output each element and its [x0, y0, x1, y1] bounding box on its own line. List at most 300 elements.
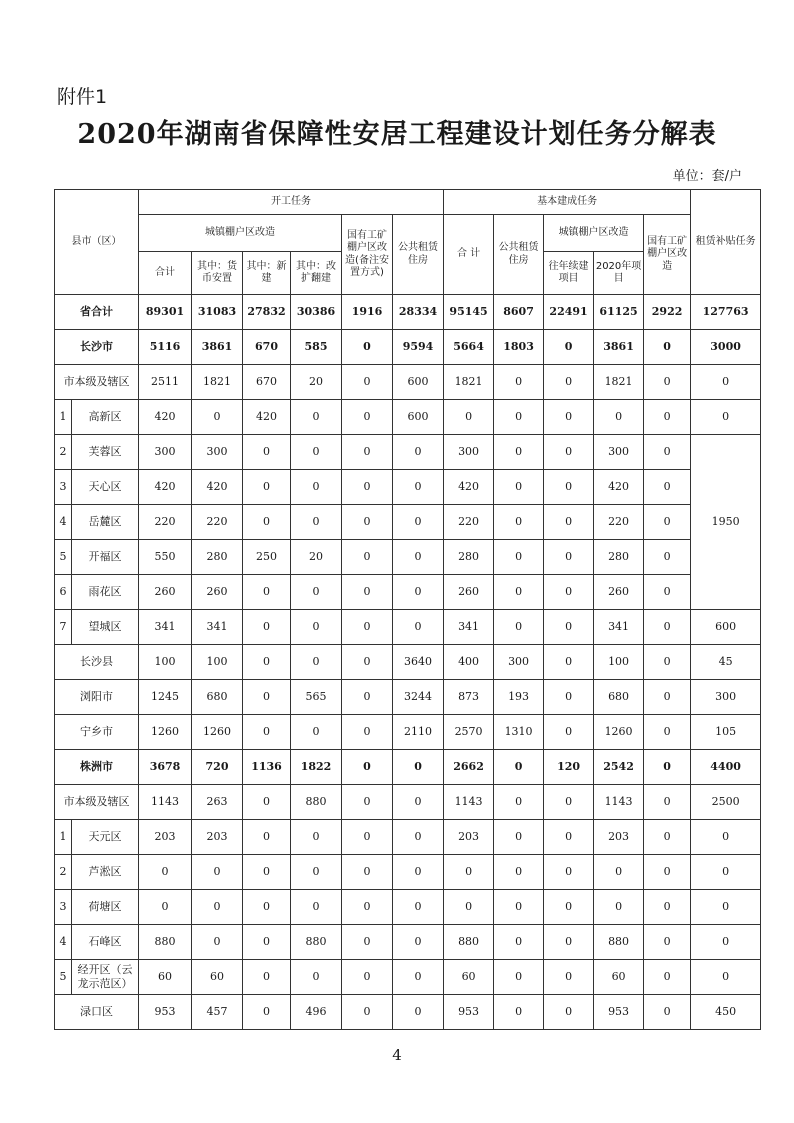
cell-value: 0 — [494, 925, 544, 960]
cell-value: 1821 — [594, 365, 644, 400]
cell-value: 260 — [192, 575, 243, 610]
row-name: 岳麓区 — [72, 505, 139, 540]
row-name: 望城区 — [72, 610, 139, 645]
cell-value: 0 — [444, 400, 494, 435]
row-name: 省合计 — [55, 295, 139, 330]
cell-value: 0 — [243, 435, 291, 470]
cell-value: 0 — [393, 785, 444, 820]
cell-value: 0 — [342, 715, 393, 750]
cell-value: 60 — [444, 960, 494, 995]
cell-value: 0 — [342, 435, 393, 470]
table-row — [55, 715, 761, 750]
cell-value: 420 — [444, 470, 494, 505]
row-name: 天元区 — [72, 820, 139, 855]
cell-value: 0 — [139, 855, 192, 890]
cell-value: 0 — [644, 820, 691, 855]
cell-value: 20 — [291, 365, 342, 400]
cell-value: 0 — [243, 470, 291, 505]
cell-value: 0 — [342, 610, 393, 645]
cell-value: 550 — [139, 540, 192, 575]
cell-value: 0 — [494, 995, 544, 1030]
header-mining-shanty: 国有工矿棚户区改造(备注安置方式) — [342, 215, 393, 295]
cell-value: 420 — [243, 400, 291, 435]
cell-value: 2542 — [594, 750, 644, 785]
cell-value: 600 — [691, 610, 761, 645]
row-name: 芦淞区 — [72, 855, 139, 890]
cell-value: 880 — [139, 925, 192, 960]
cell-value: 0 — [644, 680, 691, 715]
cell-value: 0 — [544, 470, 594, 505]
table-row — [55, 960, 761, 995]
row-name: 市本级及辖区 — [55, 365, 139, 400]
table-row — [55, 750, 761, 785]
cell-value: 0 — [342, 505, 393, 540]
cell-value: 0 — [544, 820, 594, 855]
cell-value: 0 — [393, 470, 444, 505]
cell-value: 0 — [594, 855, 644, 890]
cell-value: 0 — [342, 855, 393, 890]
cell-value: 0 — [342, 330, 393, 365]
cell-value: 0 — [644, 540, 691, 575]
cell-value: 0 — [544, 785, 594, 820]
cell-value: 260 — [444, 575, 494, 610]
cell-value: 0 — [192, 925, 243, 960]
cell-value: 203 — [139, 820, 192, 855]
table-row — [55, 505, 761, 540]
cell-value: 3244 — [393, 680, 444, 715]
cell-value: 127763 — [691, 295, 761, 330]
cell-value: 0 — [691, 365, 761, 400]
cell-value: 880 — [291, 785, 342, 820]
row-name: 宁乡市 — [55, 715, 139, 750]
row-index: 5 — [55, 540, 72, 575]
table-row — [55, 330, 761, 365]
cell-value: 22491 — [544, 295, 594, 330]
header-kaigong: 开工任务 — [139, 190, 444, 215]
cell-value: 100 — [139, 645, 192, 680]
cell-value: 260 — [139, 575, 192, 610]
row-index: 4 — [55, 925, 72, 960]
cell-value: 0 — [393, 540, 444, 575]
cell-value: 0 — [243, 925, 291, 960]
cell-value: 0 — [393, 890, 444, 925]
cell-value: 0 — [644, 785, 691, 820]
row-name: 开福区 — [72, 540, 139, 575]
attachment-label: 附件1 — [57, 86, 108, 108]
cell-value: 2570 — [444, 715, 494, 750]
cell-value: 0 — [644, 400, 691, 435]
cell-value: 0 — [393, 960, 444, 995]
cell-value: 0 — [393, 505, 444, 540]
cell-value: 2662 — [444, 750, 494, 785]
task-table — [54, 189, 761, 1030]
cell-value: 1310 — [494, 715, 544, 750]
table-row — [55, 820, 761, 855]
cell-value: 341 — [139, 610, 192, 645]
cell-value: 0 — [644, 960, 691, 995]
cell-value: 0 — [243, 820, 291, 855]
cell-value: 1143 — [444, 785, 494, 820]
cell-value: 0 — [544, 330, 594, 365]
cell-value: 260 — [594, 575, 644, 610]
header-public-rental-2: 公共租赁住房 — [494, 215, 544, 295]
cell-value: 105 — [691, 715, 761, 750]
cell-value: 0 — [494, 505, 544, 540]
cell-value: 0 — [342, 890, 393, 925]
cell-value: 3640 — [393, 645, 444, 680]
table-row — [55, 995, 761, 1030]
cell-value: 0 — [594, 890, 644, 925]
cell-value: 0 — [644, 575, 691, 610]
cell-value: 220 — [594, 505, 644, 540]
cell-value: 0 — [494, 575, 544, 610]
merged-rental-subsidy: 1950 — [691, 435, 761, 610]
cell-value: 0 — [342, 820, 393, 855]
cell-value: 0 — [644, 610, 691, 645]
table-row — [55, 785, 761, 820]
cell-value: 0 — [644, 470, 691, 505]
cell-value: 8607 — [494, 295, 544, 330]
cell-value: 0 — [494, 785, 544, 820]
cell-value: 89301 — [139, 295, 192, 330]
cell-value: 100 — [192, 645, 243, 680]
cell-value: 280 — [192, 540, 243, 575]
cell-value: 220 — [192, 505, 243, 540]
cell-value: 0 — [544, 855, 594, 890]
cell-value: 420 — [139, 400, 192, 435]
row-index: 4 — [55, 505, 72, 540]
row-index: 3 — [55, 470, 72, 505]
cell-value: 0 — [291, 400, 342, 435]
cell-value: 0 — [342, 925, 393, 960]
cell-value: 341 — [594, 610, 644, 645]
cell-value: 880 — [444, 925, 494, 960]
header-total: 合计 — [139, 252, 192, 295]
cell-value: 0 — [291, 610, 342, 645]
cell-value: 0 — [243, 785, 291, 820]
cell-value: 457 — [192, 995, 243, 1030]
cell-value: 0 — [192, 890, 243, 925]
cell-value: 0 — [691, 890, 761, 925]
cell-value: 0 — [243, 960, 291, 995]
table-row — [55, 365, 761, 400]
cell-value: 300 — [594, 435, 644, 470]
cell-value: 953 — [139, 995, 192, 1030]
cell-value: 0 — [494, 610, 544, 645]
cell-value: 0 — [342, 750, 393, 785]
row-name: 渌口区 — [55, 995, 139, 1030]
cell-value: 3000 — [691, 330, 761, 365]
cell-value: 1245 — [139, 680, 192, 715]
cell-value: 0 — [691, 925, 761, 960]
cell-value: 0 — [691, 400, 761, 435]
cell-value: 263 — [192, 785, 243, 820]
cell-value: 1143 — [594, 785, 644, 820]
cell-value: 0 — [544, 435, 594, 470]
cell-value: 1143 — [139, 785, 192, 820]
header-urban-shanty-2: 城镇棚户区改造 — [544, 215, 644, 252]
cell-value: 0 — [393, 750, 444, 785]
cell-value: 0 — [644, 855, 691, 890]
row-name: 高新区 — [72, 400, 139, 435]
cell-value: 0 — [691, 855, 761, 890]
cell-value: 0 — [243, 995, 291, 1030]
cell-value: 953 — [444, 995, 494, 1030]
cell-value: 4400 — [691, 750, 761, 785]
cell-value: 953 — [594, 995, 644, 1030]
cell-value: 0 — [494, 855, 544, 890]
cell-value: 600 — [393, 400, 444, 435]
cell-value: 1136 — [243, 750, 291, 785]
cell-value: 0 — [494, 750, 544, 785]
cell-value: 31083 — [192, 295, 243, 330]
cell-value: 2922 — [644, 295, 691, 330]
cell-value: 880 — [291, 925, 342, 960]
cell-value: 3861 — [594, 330, 644, 365]
cell-value: 0 — [291, 890, 342, 925]
row-name: 天心区 — [72, 470, 139, 505]
table-row — [55, 575, 761, 610]
header-rental-subsidy: 租赁补贴任务 — [691, 190, 761, 295]
cell-value: 300 — [139, 435, 192, 470]
cell-value: 0 — [494, 470, 544, 505]
row-name: 市本级及辖区 — [55, 785, 139, 820]
cell-value: 28334 — [393, 295, 444, 330]
row-name: 长沙市 — [55, 330, 139, 365]
cell-value: 45 — [691, 645, 761, 680]
cell-value: 0 — [139, 890, 192, 925]
cell-value: 341 — [192, 610, 243, 645]
unit-label: 单位：套/户 — [672, 169, 742, 184]
row-index: 2 — [55, 855, 72, 890]
cell-value: 0 — [291, 575, 342, 610]
header-public-rental: 公共租赁住房 — [393, 215, 444, 295]
row-name: 芙蓉区 — [72, 435, 139, 470]
cell-value: 0 — [342, 575, 393, 610]
table-row — [55, 435, 761, 470]
cell-value: 60 — [594, 960, 644, 995]
cell-value: 496 — [291, 995, 342, 1030]
cell-value: 0 — [393, 610, 444, 645]
cell-value: 0 — [342, 680, 393, 715]
cell-value: 0 — [544, 715, 594, 750]
cell-value: 0 — [691, 960, 761, 995]
cell-value: 680 — [192, 680, 243, 715]
cell-value: 250 — [243, 540, 291, 575]
cell-value: 0 — [494, 960, 544, 995]
cell-value: 300 — [192, 435, 243, 470]
cell-value: 0 — [342, 470, 393, 505]
cell-value: 0 — [691, 820, 761, 855]
row-index: 7 — [55, 610, 72, 645]
cell-value: 420 — [139, 470, 192, 505]
cell-value: 0 — [243, 505, 291, 540]
header-rebuild: 其中：改扩翻建 — [291, 252, 342, 295]
cell-value: 0 — [243, 855, 291, 890]
cell-value: 203 — [444, 820, 494, 855]
cell-value: 0 — [644, 330, 691, 365]
cell-value: 300 — [444, 435, 494, 470]
cell-value: 0 — [243, 715, 291, 750]
cell-value: 0 — [291, 505, 342, 540]
cell-value: 0 — [342, 540, 393, 575]
cell-value: 420 — [594, 470, 644, 505]
cell-value: 0 — [544, 365, 594, 400]
table-row — [55, 680, 761, 715]
cell-value: 5116 — [139, 330, 192, 365]
cell-value: 0 — [544, 610, 594, 645]
cell-value: 120 — [544, 750, 594, 785]
table-row — [55, 855, 761, 890]
row-name: 石峰区 — [72, 925, 139, 960]
cell-value: 0 — [393, 575, 444, 610]
cell-value: 0 — [393, 995, 444, 1030]
cell-value: 0 — [291, 820, 342, 855]
cell-value: 0 — [342, 995, 393, 1030]
cell-value: 0 — [393, 925, 444, 960]
cell-value: 1803 — [494, 330, 544, 365]
cell-value: 1916 — [342, 295, 393, 330]
cell-value: 450 — [691, 995, 761, 1030]
cell-value: 220 — [139, 505, 192, 540]
row-index: 2 — [55, 435, 72, 470]
row-index: 1 — [55, 820, 72, 855]
cell-value: 0 — [494, 365, 544, 400]
cell-value: 20 — [291, 540, 342, 575]
cell-value: 0 — [393, 435, 444, 470]
table-row — [55, 295, 761, 330]
cell-value: 0 — [644, 750, 691, 785]
cell-value: 1260 — [594, 715, 644, 750]
row-name: 株洲市 — [55, 750, 139, 785]
cell-value: 193 — [494, 680, 544, 715]
cell-value: 280 — [594, 540, 644, 575]
row-name: 经开区（云龙示范区） — [72, 960, 139, 995]
row-name: 长沙县 — [55, 645, 139, 680]
table-row — [55, 890, 761, 925]
cell-value: 2110 — [393, 715, 444, 750]
row-index: 3 — [55, 890, 72, 925]
cell-value: 880 — [594, 925, 644, 960]
cell-value: 0 — [494, 540, 544, 575]
header-total-2: 合 计 — [444, 215, 494, 295]
cell-value: 0 — [342, 400, 393, 435]
cell-value: 0 — [544, 890, 594, 925]
row-name: 雨花区 — [72, 575, 139, 610]
cell-value: 0 — [544, 400, 594, 435]
cell-value: 300 — [494, 645, 544, 680]
cell-value: 61125 — [594, 295, 644, 330]
cell-value: 585 — [291, 330, 342, 365]
header-jiben: 基本建成任务 — [444, 190, 691, 215]
cell-value: 0 — [291, 435, 342, 470]
cell-value: 0 — [644, 715, 691, 750]
cell-value: 0 — [544, 995, 594, 1030]
cell-value: 0 — [243, 890, 291, 925]
table-row — [55, 925, 761, 960]
cell-value: 0 — [393, 855, 444, 890]
task-table-container — [54, 189, 760, 1030]
cell-value: 220 — [444, 505, 494, 540]
cell-value: 0 — [444, 890, 494, 925]
cell-value: 670 — [243, 365, 291, 400]
cell-value: 27832 — [243, 295, 291, 330]
cell-value: 0 — [342, 785, 393, 820]
cell-value: 0 — [544, 505, 594, 540]
cell-value: 0 — [291, 470, 342, 505]
cell-value: 0 — [644, 925, 691, 960]
cell-value: 0 — [342, 645, 393, 680]
cell-value: 3678 — [139, 750, 192, 785]
row-name: 荷塘区 — [72, 890, 139, 925]
cell-value: 0 — [544, 540, 594, 575]
cell-value: 0 — [243, 645, 291, 680]
cell-value: 95145 — [444, 295, 494, 330]
cell-value: 0 — [544, 645, 594, 680]
row-index: 1 — [55, 400, 72, 435]
cell-value: 0 — [192, 855, 243, 890]
header-mining-shanty-2: 国有工矿棚户区改造 — [644, 215, 691, 295]
cell-value: 0 — [644, 890, 691, 925]
table-row — [55, 645, 761, 680]
cell-value: 203 — [192, 820, 243, 855]
page-number: 4 — [392, 1046, 402, 1064]
cell-value: 1260 — [139, 715, 192, 750]
cell-value: 341 — [444, 610, 494, 645]
header-previous-years: 往年续建项目 — [544, 252, 594, 295]
cell-value: 60 — [192, 960, 243, 995]
cell-value: 100 — [594, 645, 644, 680]
cell-value: 0 — [291, 715, 342, 750]
cell-value: 1260 — [192, 715, 243, 750]
cell-value: 873 — [444, 680, 494, 715]
cell-value: 0 — [243, 610, 291, 645]
cell-value: 0 — [494, 820, 544, 855]
cell-value: 203 — [594, 820, 644, 855]
cell-value: 0 — [544, 680, 594, 715]
cell-value: 0 — [594, 400, 644, 435]
cell-value: 0 — [342, 960, 393, 995]
table-row — [55, 470, 761, 505]
cell-value: 9594 — [393, 330, 444, 365]
cell-value: 0 — [494, 400, 544, 435]
cell-value: 0 — [192, 400, 243, 435]
cell-value: 0 — [644, 505, 691, 540]
cell-value: 5664 — [444, 330, 494, 365]
cell-value: 0 — [544, 960, 594, 995]
cell-value: 0 — [444, 855, 494, 890]
cell-value: 670 — [243, 330, 291, 365]
cell-value: 0 — [291, 855, 342, 890]
cell-value: 420 — [192, 470, 243, 505]
cell-value: 680 — [594, 680, 644, 715]
cell-value: 0 — [243, 575, 291, 610]
header-new-build: 其中：新 建 — [243, 252, 291, 295]
cell-value: 0 — [644, 995, 691, 1030]
cell-value: 600 — [393, 365, 444, 400]
cell-value: 0 — [544, 575, 594, 610]
cell-value: 0 — [291, 645, 342, 680]
table-row — [55, 400, 761, 435]
header-urban-shanty: 城镇棚户区改造 — [139, 215, 342, 252]
cell-value: 1821 — [444, 365, 494, 400]
row-index: 6 — [55, 575, 72, 610]
cell-value: 2511 — [139, 365, 192, 400]
cell-value: 1821 — [192, 365, 243, 400]
cell-value: 0 — [644, 645, 691, 680]
row-name: 浏阳市 — [55, 680, 139, 715]
cell-value: 0 — [291, 960, 342, 995]
